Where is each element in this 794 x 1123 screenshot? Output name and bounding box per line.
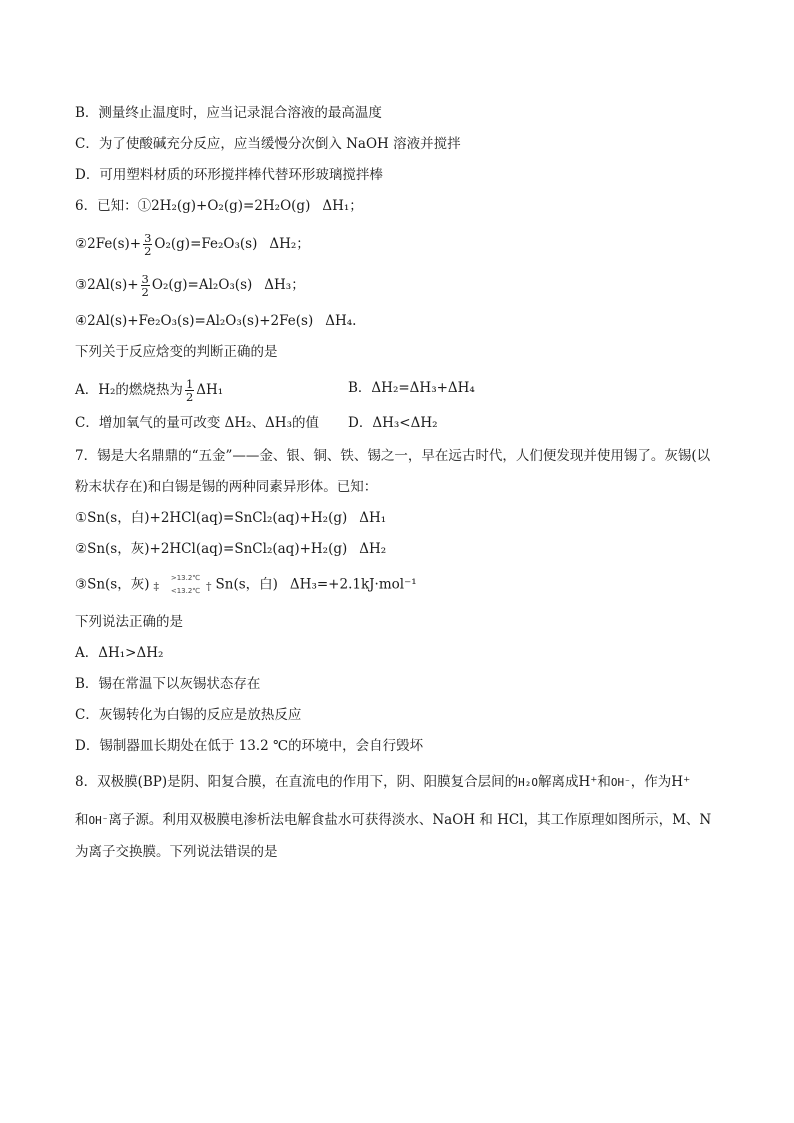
- q8-stem-line-3: 为离子交换膜。下列说法错误的是: [75, 844, 278, 860]
- q7-reaction-2: ②Sn(s，灰)+2HCl(aq)=SnCl₂(aq)+H₂(g) ΔH₂: [75, 541, 387, 557]
- q7-stem-line-1: 7．锡是大名鼎鼎的“五金”——金、银、铜、铁、锡之一，早在远古时代，人们便发现并使用锡了。灰锡(以: [75, 448, 711, 464]
- q7-option-b: B．锡在常温下以灰锡状态存在: [75, 676, 261, 692]
- q8-stem-line-2: 和OH⁻离子源。利用双极膜电渗析法电解食盐水可获得淡水、NaOH 和 HCl，其工作原理如图所示，M、N: [75, 812, 712, 828]
- q7-option-a: A．ΔH₁>ΔH₂: [75, 645, 164, 661]
- oh-minus-ion: OH⁻: [610, 776, 631, 789]
- q6-r3-fraction: $\frac{3}{2}$: [141, 272, 149, 299]
- h-plus-ion: H⁺: [578, 774, 598, 790]
- q6-option-a: A．H₂的燃烧热为 $\frac{1}{2}$ ΔH₁: [75, 377, 224, 404]
- q6-reaction-3: [75, 273, 305, 298]
- q6-r3-dh: ΔH₃；: [264, 277, 305, 293]
- q7-question: 下列说法正确的是: [75, 614, 183, 630]
- condition-above: >13.2℃: [170, 574, 201, 582]
- q6-r2-dh: ΔH₂；: [269, 236, 310, 252]
- q6-r2-post: O₂(g)=Fe₂O₃(s): [154, 236, 258, 252]
- q6-option-b: B．ΔH₂=ΔH₃+ΔH₄: [348, 380, 475, 396]
- q7-reaction-1: ①Sn(s，白)+2HCl(aq)=SnCl₂(aq)+H₂(g) ΔH₁: [75, 510, 387, 526]
- q7-option-d: D．锡制器皿长期处在低于 13.2 ℃的环境中，会自行毁坏: [75, 738, 424, 754]
- q6-option-d: D．ΔH₃<ΔH₂: [348, 415, 438, 431]
- h2o-formula: H₂O: [518, 776, 539, 789]
- q6-r3-pre: ③2Al(s)+: [75, 277, 139, 293]
- q6-reaction-4: [75, 311, 356, 331]
- q5-option-c: C．为了使酸碱充分反应，应当缓慢分次倒入 NaOH 溶液并搅拌: [75, 136, 461, 152]
- q6-r1-equation: ①2H₂(g)+O₂(g)=2H₂O(g): [137, 198, 311, 214]
- q6-r2-pre: ②2Fe(s)+: [75, 236, 142, 252]
- q6-r2-fraction: $\frac{3}{2}$: [144, 231, 152, 258]
- oh-minus-ion: OH⁻: [88, 814, 109, 827]
- q8-stem-line-1: 8．双极膜(BP)是阴、阳复合膜，在直流电的作用下，阴、阳膜复合层间的H₂O解离成H⁺和OH⁻，作为H⁺: [75, 774, 691, 790]
- q7-option-c: C．灰锡转化为白锡的反应是放热反应: [75, 707, 302, 723]
- q6-r1-dh: ΔH₁；: [322, 198, 363, 214]
- q6-reaction-1: [75, 196, 363, 216]
- equilibrium-arrow-icon: ‡ >13.2℃ <13.2℃ †: [153, 574, 212, 595]
- q6-option-c: C．增加氧气的量可改变 ΔH₂、ΔH₃的值: [75, 415, 319, 431]
- q5-option-d: D．可用塑料材质的环形搅拌棒代替环形玻璃搅拌棒: [75, 167, 383, 183]
- q7-reaction-3: ③Sn(s，灰) ‡ >13.2℃ <13.2℃ † Sn(s，白) ΔH₃=+2.1kJ·mol⁻¹: [75, 574, 417, 595]
- q6-r4-equation: ④2Al(s)+Fe₂O₃(s)=Al₂O₃(s)+2Fe(s): [75, 313, 314, 329]
- q6-question: 下列关于反应焓变的判断正确的是: [75, 344, 278, 360]
- q6-r3-post: O₂(g)=Al₂O₃(s): [151, 277, 253, 293]
- q6-r4-dh: ΔH₄.: [325, 313, 357, 329]
- q6-option-a-fraction: $\frac{1}{2}$: [185, 377, 194, 404]
- condition-below: <13.2℃: [170, 587, 201, 595]
- q6-reaction-2: [75, 232, 310, 257]
- q7-stem-line-2: 粉末状存在)和白锡是锡的两种同素异形体。已知：: [75, 479, 378, 495]
- h-plus-ion: H⁺: [671, 774, 691, 790]
- q6-intro: 6．已知：: [75, 198, 138, 214]
- q5-option-b: B．测量终止温度时，应当记录混合溶液的最高温度: [75, 105, 382, 121]
